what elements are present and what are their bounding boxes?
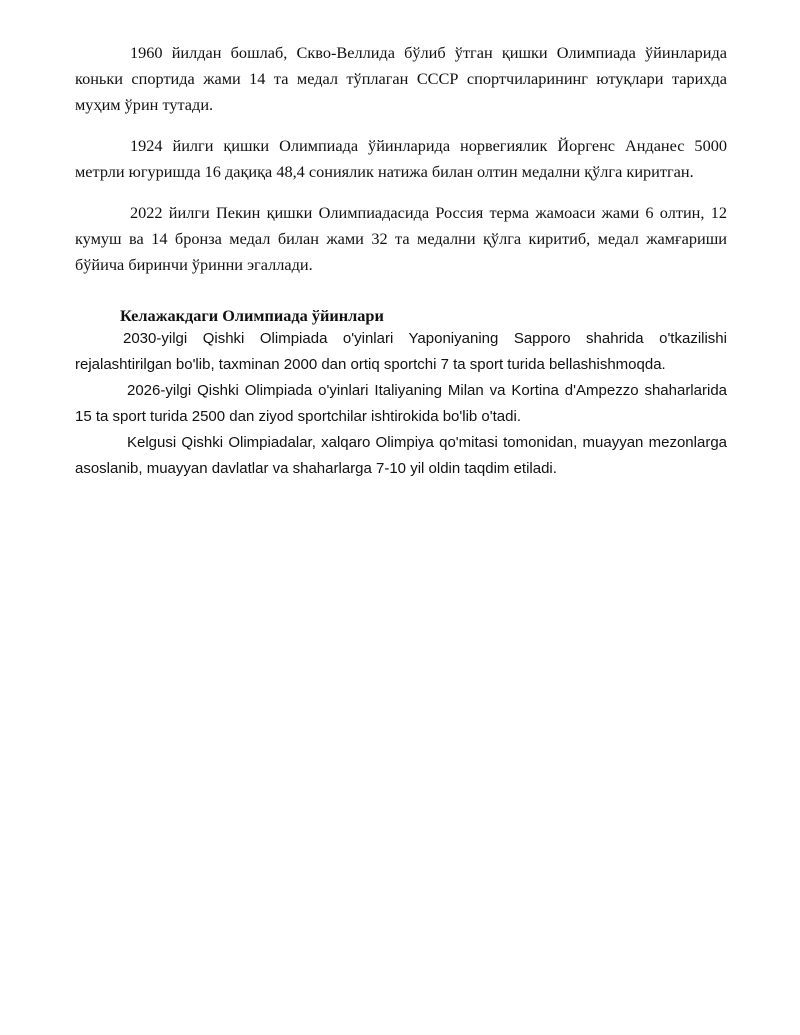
document-page [75, 40, 727, 482]
paragraph-2022-beijing: 2022 йилги Пекин қишки Олимпиадасида Россия терма жамоаси жами 6 олтин, 12 кумуш ва 14 бронза медал билан жами 32 та медални қўлга киритиб, медал жамғариши бўйича биринчи ўринни эгаллади. [75, 203, 727, 274]
paragraph-2030-sapporo: 2030-yilgi Qishki Olimpiada o'yinlari Yaponiyaning Sapporo shahrida o'tkazilishi rejalashtirilgan bo'lib, taxminan 2000 dan ortiq sportchi 7 ta sport turida bellashishmoqda. [75, 330, 727, 373]
paragraph-1924-andanes: 1924 йилги қишки Олимпиада ўйинларида норвегиялик Йоргенс Анданес 5000 метрли югуришда 16 дақиқа 48,4 сониялик натижа билан олтин медални қўлга киритган. [75, 136, 727, 181]
section-heading-future-games: Келажакдаги Олимпиада ўйинлари [120, 306, 384, 325]
paragraph-1960-speed-skating: 1960 йилдан бошлаб, Скво-Веллида бўлиб ўтган қишки Олимпиада ўйинларида коньки спортида жами 14 та медал тўплаган СССР спортчиларининг ютуқлари тарихда муҳим ўрин тутади. [75, 43, 727, 114]
paragraph-future-host-selection: Kelgusi Qishki Olimpiadalar, xalqaro Olimpiya qo'mitasi tomonidan, muayyan mezonlarga asoslanib, muayyan davlatlar va shaharlarga 7-10 yil oldin taqdim etiladi. [75, 434, 727, 477]
paragraph-2026-milan-cortina: 2026-yilgi Qishki Olimpiada o'yinlari Italiyaning Milan va Kortina d'Ampezzo shaharlarida 15 ta sport turida 2500 dan ziyod sportchilar ishtirokida bo'lib o'tadi. [75, 382, 727, 425]
